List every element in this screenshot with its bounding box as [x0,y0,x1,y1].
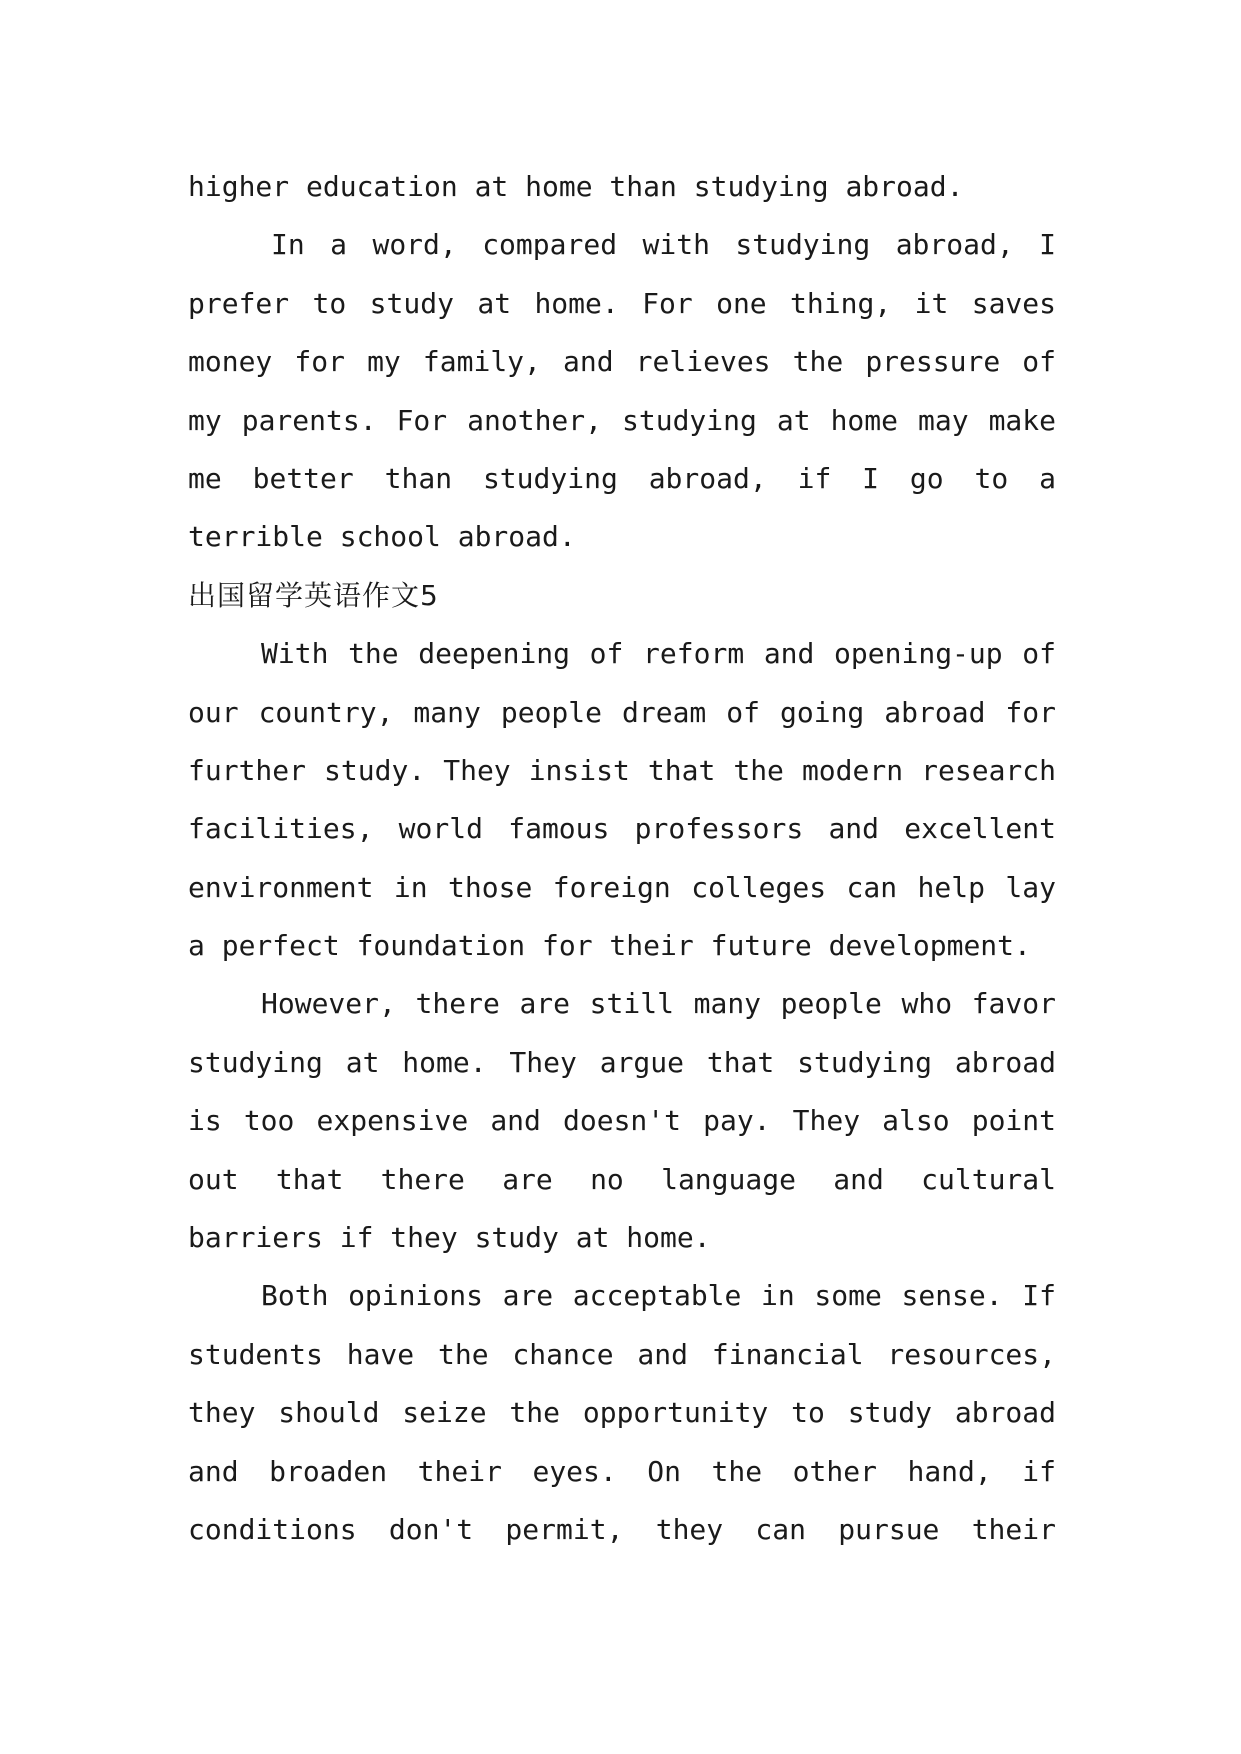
text-line: environment in those foreign colleges can help lay [188,870,1056,904]
text-line: studying at home. They argue that studying abroad [188,1045,1056,1079]
text-line: my parents. For another, studying at home may make [188,403,1056,437]
heading-text: 出国留学英语作文5 [188,578,439,612]
text-line: me better than studying abroad, if I go to a [188,461,1056,495]
paragraph [188,1267,1056,1559]
paragraph [188,625,1056,975]
text-line: terrible school abroad. [188,520,576,554]
paragraph [188,216,1056,566]
paragraph [188,975,1056,1267]
paragraph [188,158,1056,216]
text-line: In a word, compared with studying abroad, I [271,228,1056,262]
text-line: is too expensive and doesn't pay. They also point [188,1104,1056,1138]
text-line: further study. They insist that the modern research [188,753,1056,787]
text-line: facilities, world famous professors and excellent [188,812,1056,846]
text-line: However, there are still many people who favor [261,987,1056,1021]
text-line: prefer to study at home. For one thing, it saves [188,286,1056,320]
text-line: a perfect foundation for their future development. [188,929,1031,963]
text-line: With the deepening of reform and opening-up of [261,637,1056,671]
text-line: out that there are no language and cultural [188,1162,1056,1196]
text-line: students have the chance and financial resources, [188,1337,1056,1371]
text-line: conditions don't permit, they can pursue their [188,1512,1056,1546]
text-line: they should seize the opportunity to study abroad [188,1396,1056,1430]
text-line: and broaden their eyes. On the other hand, if [188,1454,1056,1488]
text-line: money for my family, and relieves the pressure of [188,345,1056,379]
document-body [188,158,1056,1559]
text-line: Both opinions are acceptable in some sense. If [261,1279,1056,1313]
text-line: barriers if they study at home. [188,1221,711,1255]
section-heading [188,567,1056,625]
text-line: our country, many people dream of going abroad for [188,695,1056,729]
text-line: higher education at home than studying abroad. [188,170,964,203]
